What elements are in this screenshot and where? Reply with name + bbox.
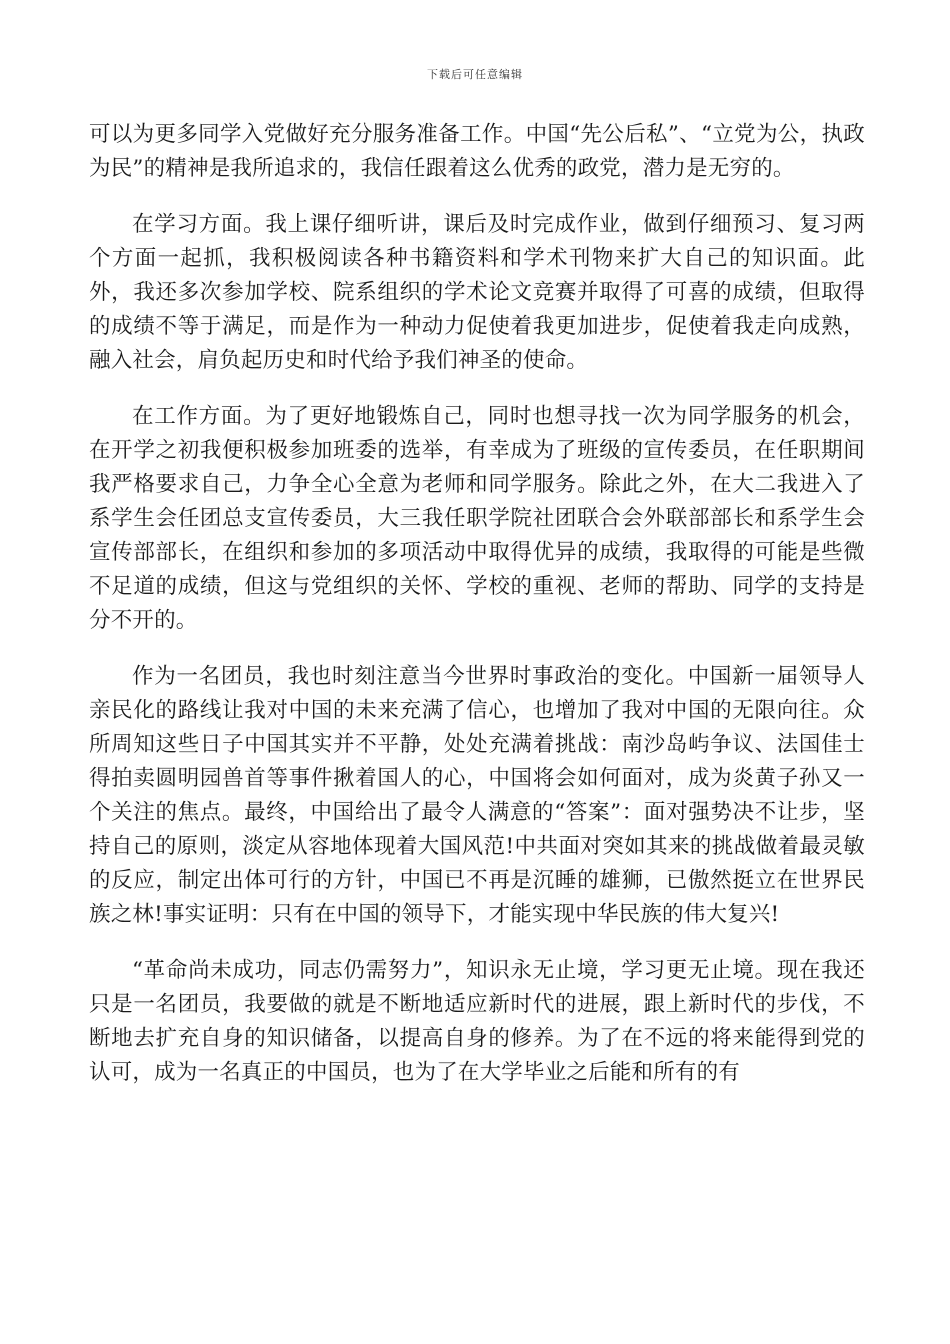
paragraph-continuation: 可以为更多同学入党做好充分服务准备工作。中国“先公后私”、“立党为公，执政为民”的精神是我所追求的，我信任跟着这么优秀的政党，潜力是无穷的。: [89, 122, 865, 181]
paragraph-conclusion: “革命尚未成功，同志仍需努力”，知识永无止境，学习更无止境。现在我还只是一名团员，我要做的就是不断地适应新时代的进展，跟上新时代的步伐，不断地去扩充自身的知识储备，以提高自身的修养。为了在不远的将来能得到党的认可，成为一名真正的中国员，也为了在大学毕业之后能和所有的有: [89, 958, 865, 1085]
paragraph-current-affairs: 作为一名团员，我也时刻注意当今世界时事政治的变化。中国新一届领导人亲民化的路线让我对中国的未来充满了信心，也增加了我对中国的无限向往。众所周知这些日子中国其实并不平静，处处充满着挑战：南沙岛屿争议、法国佳士得拍卖圆明园兽首等事件揪着国人的心，中国将会如何面对，成为炎黄子孙又一个关注的焦点。最终，中国给出了最令人满意的“答案”：面对强势决不让步，坚持自己的原则，淡定从容地体现着大国风范!中共面对突如其来的挑战做着最灵敏的反应，制定出体可行的方针，中国已不再是沉睡的雄狮，已傲然挺立在世界民族之林!事实证明：只有在中国的领导下，才能实现中华民族的伟大复兴!: [89, 664, 865, 927]
page-header: 下载后可任意编辑: [427, 68, 523, 81]
paragraph-work: 在工作方面。为了更好地锻炼自己，同时也想寻找一次为同学服务的机会，在开学之初我便积极参加班委的选举，有幸成为了班级的宣传委员，在任职期间我严格要求自己，力争全心全意为老师和同学服务。除此之外，在大二我进入了系学生会任团总支宣传委员，大三我任职学院社团联合会外联部部长和系学生会宣传部部长，在组织和参加的多项活动中取得优异的成绩，我取得的可能是些微不足道的成绩，但这与党组织的关怀、学校的重视、老师的帮助、同学的支持是分不开的。: [89, 404, 865, 633]
paragraph-study: 在学习方面。我上课仔细听讲，课后及时完成作业，做到仔细预习、复习两个方面一起抓，我积极阅读各种书籍资料和学术刊物来扩大自己的知识面。此外，我还多次参加学校、院系组织的学术论文竞赛并取得了可喜的成绩，但取得的成绩不等于满足，而是作为一种动力促使着我更加进步，促使着我走向成熟，融入社会，肩负起历史和时代给予我们神圣的使命。: [89, 212, 865, 373]
document-body: [89, 118, 865, 1112]
